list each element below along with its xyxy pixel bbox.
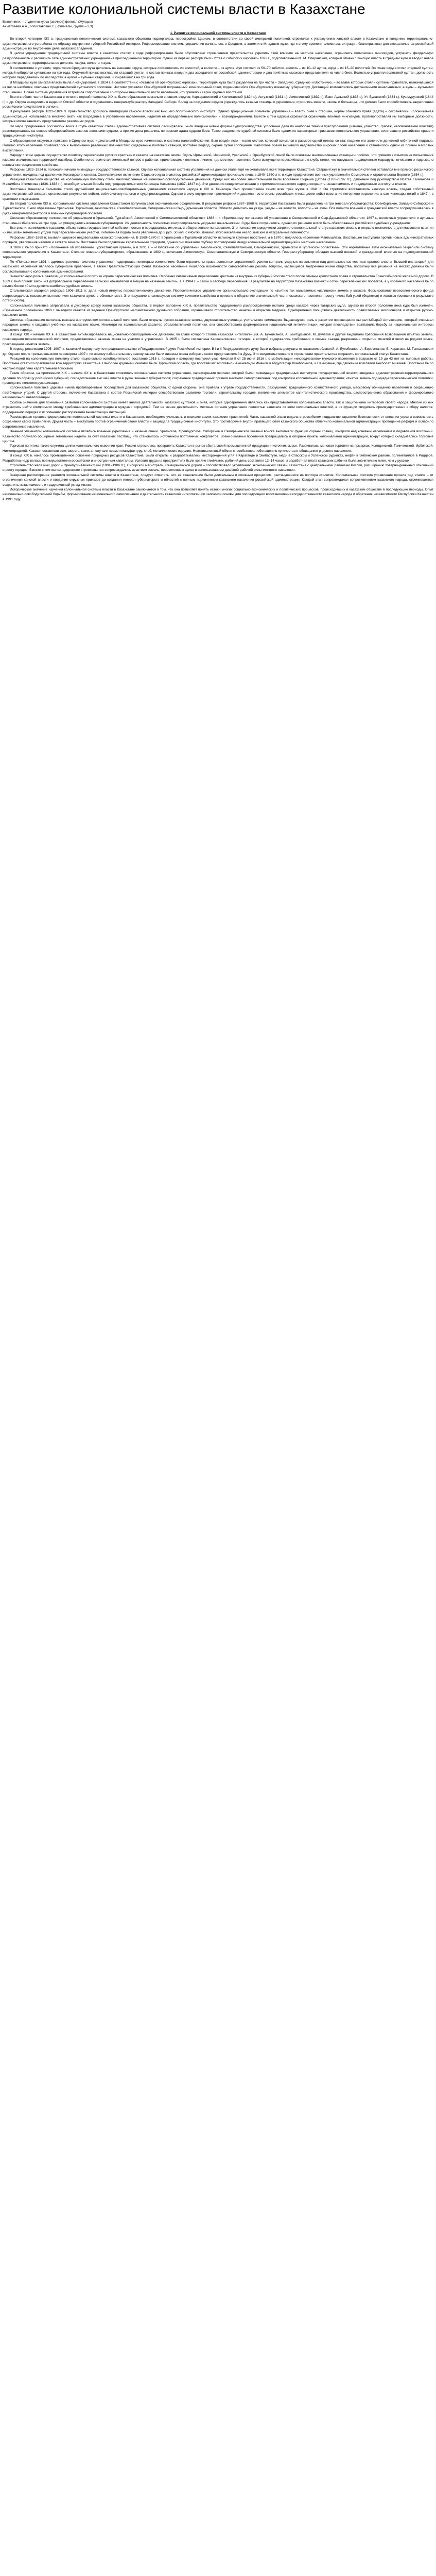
body-paragraph: Рассматривая процесс формирования колониальной системы власти в Казахстане, необходимо учитывать и позицию самих казахских правителей. Часть казахской знати видела в российском подданстве гарантию безопасности от внешних угроз и возможность сохранения своих привилегий. Другая часть – выступала против ограничения своей власти и защищала традиционные институты. Это противоречие внутри правящего слоя казахского общества облегчило колониальной администрации проведение реформ и ослабило сопротивление населения. (3, 415, 433, 429)
body-paragraph: Реакцией казахского общества на колониальную политику стали многочисленные национально-освободительные движения. Среди них наиболее значительными были восстание Сырыма Датова (1783–1797 гг.), движение под руководством Исатая Тайманова и Махамбета Утемисова (1836–1838 гг.), освободительная борьба под предводительством Кенесары Касымова (1837–1847 гг.). Эти движения свидетельствовали о стремлении казахского народа сохранить независимость и традиционные институты власти. (3, 178, 433, 187)
body-paragraph: В конце XIX – начале XX в. в Казахстане активизировалось национально-освободительное движение, во главе которого стояла казахская интеллигенция. А. Букейханов, А. Байтурсынов, М. Дулатов и другие выдвигали требования возвращения изъятых земель, прекращения переселенческой политики, предоставления казахам права на участие в управлении. В 1905 г. была составлена Каркаралинская петиция, в которой содержались требования о созыве съезда, разрешении открытия мечетей и школ на родном языке, прекращении изъятия земель. (3, 333, 433, 346)
meta-line: Выполнили: – студентки курса (заочное) филиал (Жулдыз) (3, 20, 93, 24)
body-paragraph: Колониальная политика царизма имела противоречивые последствия для казахского общества. С одной стороны, она привела к утрате государственности, разрушению традиционного хозяйственного уклада, массовому обнищанию населения и сокращению пастбищных угодий. С другой стороны, включение Казахстана в состав Российской империи способствовало развитию торговли, строительству городов, появлению элементов капиталистического производства, распространению образования и формированию национальной интеллигенции. (3, 386, 433, 400)
body-paragraph: Таким образом, на протяжении XIX – начала XX в. в Казахстане сложилась колониальная система управления, характерными чертами которой были: ликвидация традиционных институтов государственной власти; введение административно-территориального деления по образцу российских губерний; сосредоточение высшей власти в руках военных губернаторов; сохранение традиционных органов местного самоуправления под контролем колониальной администрации; изъятие земель под нужды переселенческой политики; проведение политики русификации. (3, 371, 433, 385)
body-paragraph: Торговая политика также служила целям колониального освоения края. Россия стремилась превратить Казахстан в рынок сбыта своей промышленной продукции и источник сырья. Развивалась меновая торговля на ярмарках: Кояндинской, Таинчинской, Ирбитской, Нижегородской. Казахи поставляли скот, шерсть, кожи, а получали взамен мануфактуру, хлеб, металлические изделия. Неэквивалентный обмен способствовал обогащению купечества и обнищанию рядового населения. (3, 444, 433, 453)
body-paragraph: В период революции 1905–1907 гг. казахский народ получил представительство в Государственной думе Российской империи. В I и II Государственную думу были избраны депутаты от казахских областей: А. Букейханов, А. Беремжанов, Б. Каратаев, М. Тынышпаев и др. Однако после третьеиюньского переворота 1907 г. по новому избирательному закону казахи были лишены права избирать своих представителей в Думу. Это свидетельствовало о стремлении правительства сохранить колониальный статус Казахстана. (3, 347, 433, 356)
body-paragraph: В соответствии с уставом, территория Среднего жуза делилась на внешние округа, которые составлялись из волостей, а волости – из аулов. Аул состоял из 50–70 кибиток, волость – из 10–12 аулов, округ – из 15–20 волостей. Во главе округа стоял старший султан, который избирался султанами на три года. Окружной приказ возглавлял старший султан, в состав приказа входили два заседателя от российской администрации и два почётных казахских представителя из числа биев. Волостью управлял волостной султан, должность которого передавалась по наследству, а аулом – аульный старшина, избиравшийся на три года. (3, 66, 433, 80)
document-page (0, 1, 436, 502)
body-paragraph: Согласно «Временному положению об управлении в Уральской, Тургайской, Акмолинской и Семипалатинской областях» 1868 г. и «Временному положению об управлении в Семиреченской и Сыр-Дарьинской областях» 1867 г., волостные управители и аульные старшины избирались на три года, но утверждались военным губернатором. Их деятельность полностью контролировалась уездными начальниками. Суды биев сохранялись, однако их решения могли быть обжалованы в российских судебных учреждениях. (3, 216, 433, 225)
body-paragraph: В 1886 г. было принято «Положение об управлении Туркестанским краем», а в 1891 г. – «Положение об управлении Акмолинской, Семипалатинской, Семиреченской, Уральской и Тургайской областями». Эти нормативные акты окончательно закрепили систему колониального управления в Казахстане. Степное генерал-губернаторство, образованное в 1882 г., включало Акмолинскую, Семипалатинскую и Семиреченскую области. Генерал-губернатор обладал высшей военной и гражданской властью на подведомственной территории. (3, 245, 433, 259)
document-body (3, 37, 433, 502)
section-heading: 1. Развитие колониальной системы власти в Казахстане (170, 31, 266, 35)
body-paragraph: Наряду с этим царизм осуществлял политику переселения русских крестьян и казаков на казахские земли. Вдоль Иртышской, Ишимской, Уральской и Оренбургской линий были основаны многочисленные станицы и посёлки, что привело к изъятию из пользования казахов значительных территорий пастбищ. Особенно острым стал земельный вопрос в районах, прилегающих к военным линиям, где местное население было вынуждено перекочёвывать в глубь степи, что нарушало традиционные маршруты кочевания и подрывало основы скотоводческого хозяйства. (3, 153, 433, 167)
body-paragraph: В целом упразднение традиционной системы власти в казахских степях в ходе реформирования было обусловлено стремлением правительства укрепить своё влияние на местное население, ограничить полномочия чингизидов, устранить феодальную раздробленность и расширить сеть административных учреждений на присоединённой территории. Одной из первых реформ был «Устав о сибирских киргизах» 1822 г., подготовленный М. М. Сперанским, который отменил ханскую власть в Среднем жузе и вводил новое административно-территориальное деление: округа, волости и аулы. (3, 52, 433, 65)
body-paragraph: В Младшем жузе ханская власть была ликвидирована в 1824 г. в соответствии с «Уставом об оренбургских киргизах». Территория жуза была разделена на три части – Западную, Среднюю и Восточную, – во главе которых стояли султаны-правители, назначавшиеся из числа наиболее лояльных представителей султанского сословия. Частями управлял Оренбургский пограничный комиссионный совет, подчинявшийся Оренбургскому военному губернатору. Дистанции возглавлялись дистаночными начальниками, а аулы – аульными старшинами. Новая система управления встретила сопротивление со стороны значительной части населения, что привело к серии крупных восстаний. (3, 80, 433, 94)
body-paragraph: Восстание Кенесары Касымова стало крупнейшим национально-освободительным движением казахского народа в XIX в. Кенесары был провозглашён ханом всех трёх жузов в 1841 г. Он стремился восстановить ханскую власть, создал собственный административный аппарат, организовал регулярное войско, ввёл систему налогов и судопроизводства. Однако в силу внутренних противоречий и давления со стороны российских и кокандских войск восстание потерпело поражение, а сам Кенесары погиб в 1847 г. в сражении с кыргызами. (3, 187, 433, 201)
body-paragraph: Особое значение для понимания развития колониальной системы имеет анализ деятельности казахских султанов и биев, которые одновременно являлись как представителями колониальной власти, так и защитниками интересов своего народа. Многие из них стремились найти компромисс между требованиями администрации и нуждами сородичей. Тем не менее деятельность местных органов управления полностью зависела от воли колониальных властей, а их функции сводились преимущественно к сбору налогов, поддержанию порядка и исполнению распоряжений вышестоящих инстанций. (3, 400, 433, 414)
body-paragraph: Реформы 1867–1868 гг. вызвали широкое недовольство казахского населения. В 1869–1870 гг. в Уральской и Тургайской областях вспыхнули крупные восстания, а в 1870 г. поднялось население Мангышлака. Восставшие выступали против новых административных порядков, увеличения налогов и захвата земель. Восстания были подавлены карательными отрядами, однако они показали глубину противоречий между колониальной администрацией и местным населением. (3, 235, 433, 245)
body-paragraph: Строительство железных дорог – Оренбург–Ташкентской (1901–1906 гг.), Сибирской магистрали, Семиреченской дороги – способствовало укреплению экономических связей Казахстана с центральными районами России, расширению товарно-денежных отношений и росту городов. Вместе с тем железнодорожное строительство сопровождалось изъятием земель, переселением аулов и использованием дешёвой рабочей силы местного населения. (3, 463, 433, 472)
body-paragraph: По «Положению» 1891 г. административная система управления подверглась некоторым изменениям: были ограничены права волостных управителей, усилен контроль уездных начальников над деятельностью местных органов власти. Высшей инстанцией для казахского населения являлось губернское правление, а также Правительствующий Сенат. Казахское население лишалось возможности самостоятельно решать вопросы, касающиеся внутренней жизни общества, поскольку все решения на местах должны были согласовываться с колониальной администрацией. (3, 260, 433, 274)
body-paragraph: Все земли, занимаемые казахами, объявлялись государственной собственностью и передавались им лишь в общественное пользование. Это положение юридически закрепило колониальный статус казахских земель и открыло возможность для массового изъятия «излишков» земельных угодий под переселенческие участки. Кибиточная подать была увеличена до 3 руб. 50 коп. с кибитки, помимо этого население несло земские и натуральные повинности. (3, 226, 433, 235)
body-paragraph: В конце XIX в. началось промышленное освоение природных ресурсов Казахстана. Были открыты и разрабатывались месторождения угля в Караганде и Экибастузе, меди в Спасском и Успенском рудниках, нефти в Эмбинском районе, полиметаллов в Риддере. Разработка недр велась преимущественно российским и иностранным капиталом. Условия труда на предприятиях были крайне тяжёлыми, рабочий день составлял 12–14 часов, а заработная плата казахских рабочих была значительно ниже, чем у русских. (3, 454, 433, 463)
body-paragraph: В результате реформ 1822–1824 гг. правительство добилось ликвидации ханской власти как высшего политического института. Однако традиционные элементы управления – власть биев и старшин, нормы обычного права (адата) – сохранялись. Колониальная администрация использовала местную знать как посредника в управлении населением, наделяя её определёнными полномочиями и вознаграждениями. Вместе с тем царизм стремился ограничить влияние чингизидов, противопоставляя им выборные должности, которые могли занимать представители различных родов. (3, 110, 433, 124)
body-paragraph: Во второй четверти XIX в. традиционная политическая система казахского общества подвергалась перестройке. Царизм, в соответствии со своей имперской политикой, стремился к упразднению ханской власти в Казахстане и введению территориально-административного устройства по образцу внутренних губерний Российской империи. Реформирование системы управления начиналось в Среднем, а затем и в Младшем жузе, где к этому времени сложилась ситуация, благоприятная для вмешательства российской администрации во внутренние дела казахских владений. (3, 37, 433, 51)
body-paragraph: Столыпинская аграрная реформа 1906–1911 гг. дала новый импульс переселенческому движению. Переселенческое управление организовывало экспедиции по изъятию так называемых «излишков» земель у казахов. Формирование переселенческого фонда сопровождалось массовым вытеснением казахских аулов с обжитых мест. Это нарушило сложившуюся систему кочевого хозяйства и привело к обеднению значительной части казахского населения, росту числа байгушей (бедняков) и жатаков (осевших в результате потери скота). (3, 289, 433, 303)
body-paragraph: Завершая рассмотрение развития колониальной системы власти в Казахстане, следует отметить, что её становление было длительным и сложным процессом, растянувшимся на полтора столетия. Колониальная система управления прошла ряд этапов – от ограничения ханской власти и введения окружных приказов до создания генерал-губернаторств и областей с полным подчинением казахского населения российской администрации. Каждый этап сопровождался сопротивлением казахского народа, стремившегося сохранить независимость и традиционный уклад жизни. (3, 473, 433, 487)
body-paragraph: Во второй половине XIX в. колониальная система управления Казахстаном получила своё окончательное оформление. В результате реформ 1867–1868 гг. территория Казахстана была разделена на три генерал-губернаторства: Оренбургское, Западно-Сибирское и Туркестанское. Были образованы Уральская, Тургайская, Акмолинская, Семипалатинская, Семиреченская и Сыр-Дарьинская области. Области делились на уезды, уезды – на волости, волости – на аулы. Вся полнота военной и гражданской власти сосредоточивалась в руках генерал-губернаторов и военных губернаторов областей. (3, 202, 433, 215)
meta-line: Ахметбаева А.А., сопоставлено с: ( филиалы, группа – 2,3) (3, 25, 93, 29)
body-paragraph: Значительную роль в реализации колониальной политики играла переселенческая политика. Особенно интенсивным переселение крестьян из внутренних губерний России стало после отмены крепостного права и строительства Транссибирской железной дороги. В 1889 г. был принят закон «О добровольном переселении сельских обывателей и мещан на казённые земли», а в 1904 г. – закон о свободе переселения. В результате на территории Казахстана возникли сотни переселенческих посёлков, а у коренного населения было изъято более 40 млн десятин наиболее удобных земель. (3, 275, 433, 288)
body-paragraph: По мере продвижения российских войск в глубь казахских степей административная система расширялась. Были введены новые формы судопроизводства: уголовные дела по наиболее тяжким преступлениям (измена, убийство, грабёж, неповиновение властям) рассматривались на основе общероссийских законов военными судами, а прочие дела решались по нормам адата судами биев. Такое разделение судебной системы было одним из характерных признаков колониального управления, сочетавшего российское право и традиционные институты. (3, 124, 433, 138)
body-paragraph: Колониальная политика затрагивала и духовную сферу жизни казахского общества. В первой половине XIX в. правительство поддерживало распространение ислама среди казахов через татарских мулл, однако во второй половине века курс был изменён. «Временное положение» 1868 г. выводило казахов из ведения Оренбургского магометанского духовного собрания, ограничивало строительство мечетей и открытие медресе. Одновременно поощрялась деятельность православных миссионеров и открытие русско-казахских школ. (3, 303, 433, 317)
body-paragraph: С образованием окружных приказов в Среднем жузе и дистанций в Младшем жузе изменилась и система налогообложения. Был введён ясак – налог скотом, который взимался в размере одной головы со ста; позднее его заменили денежной кибиточной податью. Помимо этого население привлекалось к выполнению различных повинностей: содержанию почтовых станций, поставке подвод, охране путей сообщения. Налоговое бремя вызывало недовольство широких слоёв населения и становилось одной из причин массовых выступлений. (3, 139, 433, 152)
body-paragraph: Всего в обоих частях Казахстана в течение первой половины XIX в. было образовано несколько внешних округов: Каркаралинский и Кокчетавский (1824 г.), Аягузский (1831 г.), Акмолинский (1832 г.), Баян-Аульский (1833 г.), Уч-Булакский (1834 г.), Кушмурунский (1844 г.) и др. Округа находились в ведении Омской области и подчинялись генерал-губернатору Западной Сибири. Вслед за созданием округов учреждались казачьи станицы и укрепления, строились мечети, школы и больницы, что должно было способствовать закреплению российского присутствия в регионе. (3, 95, 433, 109)
document-title: Развитие колониальной системы власти в Казахстане (3, 1, 365, 17)
body-paragraph: Важным элементом колониальной системы являлись военные укрепления и казачьи линии. Уральское, Оренбургское, Сибирское и Семиреченское казачьи войска выполняли функции охраны границ, контроля над кочевым населением и подавления восстаний. Казачество получало обширные земельные наделы за счёт казахских пастбищ, что становилось источником постоянных конфликтов. Военно-казачьи поселения превращались в опорные пункты колониальной администрации, вокруг которых складывались торговые центры. (3, 430, 433, 443)
body-paragraph: Реформы 1822–1824 гг. положили начало ликвидации государственности казахов. Однако колониальная система управления на данном этапе ещё не охватывала всей территории Казахстана: Старший жуз в значительной степени оставался вне прямого российского управления, находясь под давлением Кокандского ханства. Окончательное включение Старшего жуза в систему российской администрации произошло лишь в 1840–1860-х гг. в ходе продвижения военных укреплений к Семиречью и строительства Верного (1854 г.). (3, 168, 433, 177)
body-paragraph: Реакцией на колониальную политику стало национально-освободительное восстание 1916 г., поводом к которому послужил указ Николая II от 25 июня 1916 г. о мобилизации «инородческого» мужского населения в возрасте от 19 до 43 лет на тыловые работы. Восстание охватило практически всю территорию Казахстана. Наиболее крупными очагами были Тургайская область, где восставших возглавили Амангельды Иманов и Абдулгафар Жанбосынов, и Семиречье, где движение возглавил Бекболат Ашекеев. Восстание было жестоко подавлено карательными войсками. (3, 357, 433, 370)
body-paragraph: Историческое значение изучения колониальной системы власти в Казахстане заключается в том, что она позволяет понять истоки многих социально-экономических и политических процессов, происходивших в казахском обществе в последующие периоды. Опыт национально-освободительной борьбы, формирование национального самосознания и деятельность казахской интеллигенции заложили основы для последующего восстановления государственности казахского народа и обретения независимости Республики Казахстан в 1991 году. (3, 488, 433, 501)
body-paragraph: Система образования являлась важным инструментом колониальной политики. Были открыты русско-казахские школы, двухклассные училища, учительские семинарии. Выдающуюся роль в развитии просвещения сыграл Ыбырай Алтынсарин, который открывал народные школы и создавал учебники на казахском языке. Несмотря на колониальный характер образовательной политики, она способствовала формированию национальной интеллигенции, которая впоследствии возглавила борьбу за национальные интересы казахского народа. (3, 318, 433, 332)
